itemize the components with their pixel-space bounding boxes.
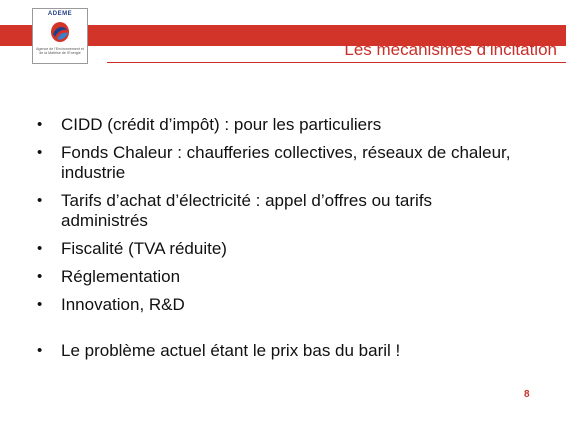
list-item: • Innovation, R&D	[34, 295, 514, 315]
list-item: • CIDD (crédit d’impôt) : pour les particuliers	[34, 115, 514, 135]
ademe-logo	[32, 8, 88, 64]
title-underline	[107, 62, 566, 63]
logo-tagline: Agence de l'Environnement et de la Maîtrise de l'Energie	[36, 47, 84, 56]
list-item: • Le problème actuel étant le prix bas du baril !	[34, 341, 514, 361]
page-number: 8	[524, 389, 530, 400]
logo-emblem-icon	[49, 20, 71, 44]
slide-title: Les mécanismes d’incitation	[344, 40, 557, 59]
bullet-list	[34, 115, 514, 369]
list-item: • Tarifs d’achat d’électricité : appel d’offres ou tarifs administrés	[34, 191, 514, 231]
list-item: • Fonds Chaleur : chaufferies collectives, réseaux de chaleur, industrie	[34, 143, 514, 183]
list-item: • Fiscalité (TVA réduite)	[34, 239, 514, 259]
list-item: • Réglementation	[34, 267, 514, 287]
logo-wordmark: ADEME	[47, 11, 73, 17]
